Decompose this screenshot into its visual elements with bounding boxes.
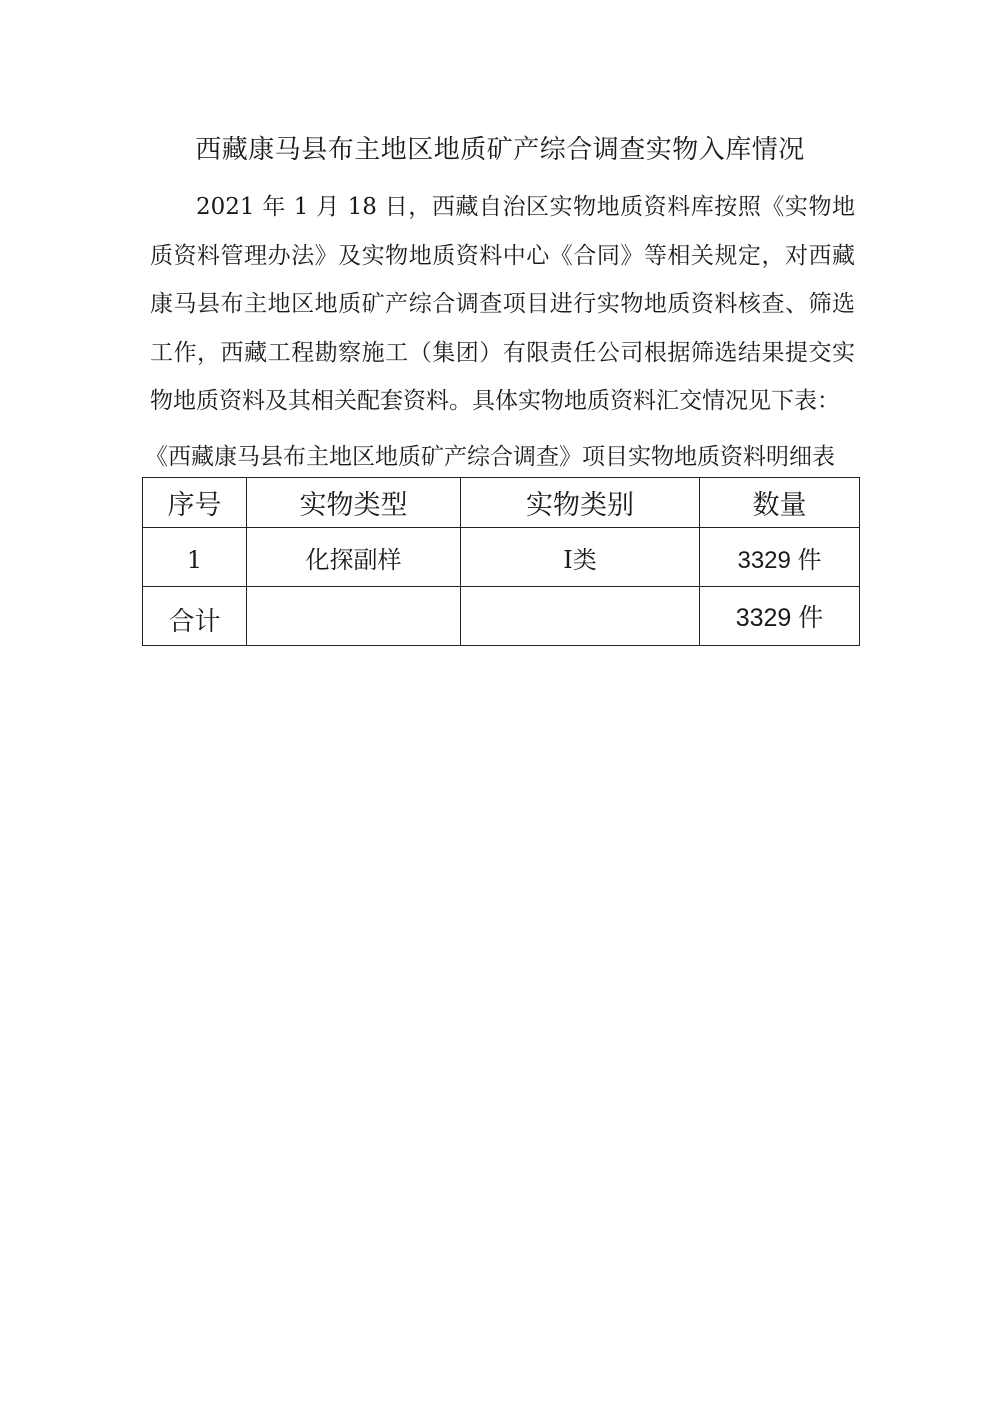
- cell-category: Ⅰ类: [461, 528, 700, 587]
- total-type-cell: [247, 587, 461, 646]
- cell-quantity: 3329 件: [700, 528, 860, 587]
- table-caption: 《西藏康马县布主地区地质矿产综合调查》项目实物地质资料明细表: [145, 444, 835, 470]
- total-quantity: 3329 件: [700, 587, 860, 646]
- header-index: 序号: [143, 478, 247, 528]
- header-category: 实物类别: [461, 478, 700, 528]
- header-quantity: 数量: [700, 478, 860, 528]
- total-label: 合计: [143, 587, 247, 646]
- table-row: [143, 528, 860, 587]
- document-title: 西藏康马县布主地区地质矿产综合调查实物入库情况: [195, 135, 805, 165]
- detail-table: [142, 477, 860, 646]
- table-header-row: [143, 478, 860, 528]
- total-category-cell: [461, 587, 700, 646]
- cell-index: 1: [143, 528, 247, 587]
- cell-type: 化探副样: [247, 528, 461, 587]
- intro-paragraph: 2021 年 1 月 18 日，西藏自治区实物地质资料库按照《实物地质资料管理办法》及实物地质资料中心《合同》等相关规定，对西藏康马县布主地区地质矿产综合调查项目进行实物地质资料核查、筛选工作，西藏工程勘察施工（集团）有限责任公司根据筛选结果提交实物地质资料及其相关配套资料。具体实物地质资料汇交情况见下表：: [150, 194, 855, 414]
- table-total-row: [143, 587, 860, 646]
- header-type: 实物类型: [247, 478, 461, 528]
